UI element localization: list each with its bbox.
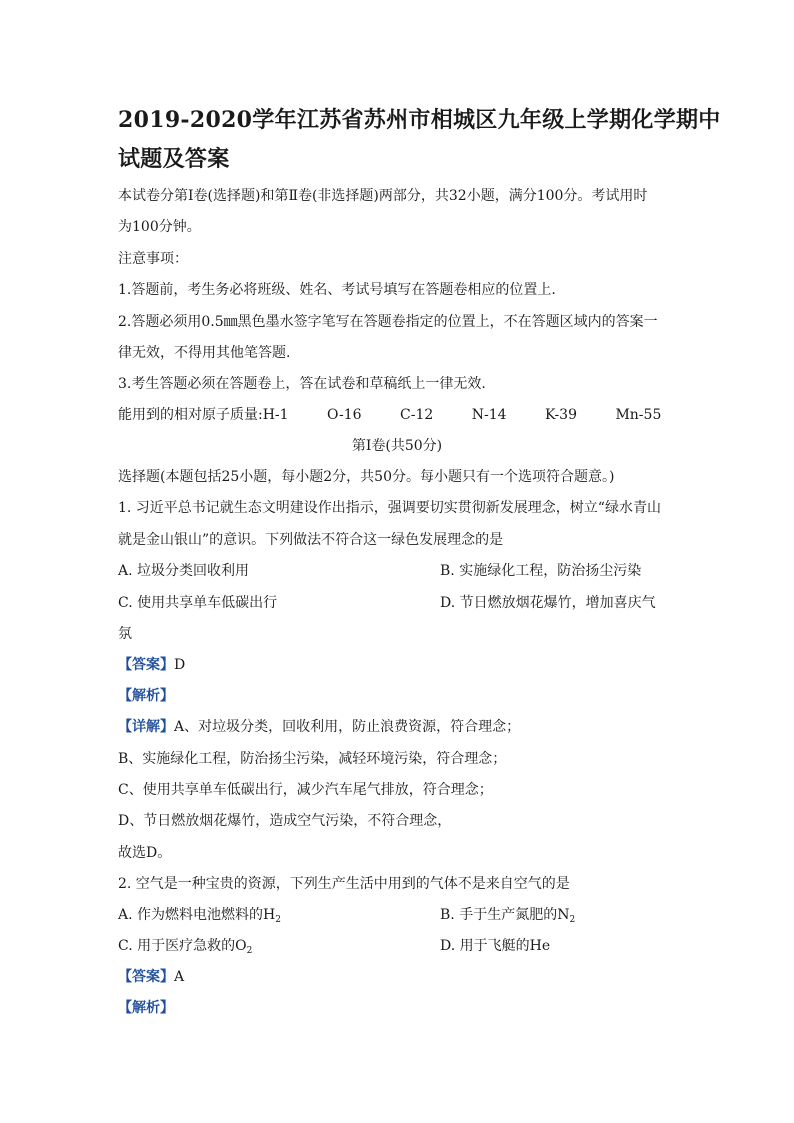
q1-option-d-line-1: D. 节日燃放烟花爆竹，增加喜庆气 xyxy=(440,595,656,611)
q2-option-c xyxy=(118,937,252,955)
q1-option-c: C. 使用共享单车低碳出行 xyxy=(118,595,278,611)
intro-line-2: 为100分钟。 xyxy=(118,219,201,235)
q1-detail-c: C、使用共享单车低碳出行，减少汽车尾气排放，符合理念； xyxy=(118,782,493,798)
q2-option-a-text: A. 作为燃料电池燃料的H xyxy=(118,907,276,923)
q1-option-a: A. 垃圾分类回收利用 xyxy=(118,563,250,579)
notice-item-2-line-1: 2.答题必须用0.5㎜黑色墨水签字笔写在答题卷指定的位置上，不在答题区域内的答案一 xyxy=(118,314,658,330)
q2-option-a-subscript: 2 xyxy=(275,915,281,925)
atomic-mass-line xyxy=(118,406,661,424)
q1-answer-tag: 【答案】 xyxy=(118,657,174,673)
q1-detail-tag: 【详解】 xyxy=(118,719,174,735)
q2-option-d: D. 用于飞艇的He xyxy=(440,938,551,954)
intro-line-1: 本试卷分第Ⅰ卷(选择题)和第Ⅱ卷(非选择题)两部分，共32小题，满分100分。考试用时 xyxy=(118,188,648,204)
document-title-line-1: 2019-2020学年江苏省苏州市相城区九年级上学期化学期中 xyxy=(118,107,721,133)
q1-conclusion: 故选D。 xyxy=(118,845,172,861)
q1-analysis xyxy=(118,687,174,705)
q2-option-a xyxy=(118,906,281,924)
section-title: 第Ⅰ卷(共50分) xyxy=(351,438,443,454)
q1-detail-a xyxy=(118,718,520,736)
q1-option-b: B. 实施绿化工程，防治扬尘污染 xyxy=(440,563,642,579)
q2-answer xyxy=(118,968,184,986)
q1-detail-d: D、节日燃放烟花爆竹，造成空气污染，不符合理念， xyxy=(118,813,452,829)
q1-detail-a-text: A、对垃圾分类，回收利用，防止浪费资源，符合理念； xyxy=(174,719,521,735)
notice-item-1: 1.答题前，考生务必将班级、姓名、考试号填写在答题卷相应的位置上. xyxy=(118,282,556,298)
q1-answer-value: D xyxy=(174,657,186,673)
atomic-mass-mn: Mn-55 xyxy=(615,407,662,423)
notice-item-3: 3.考生答题必须在答题卷上，答在试卷和草稿纸上一律无效. xyxy=(118,376,486,392)
q2-option-b-text: B. 手于生产氮肥的N xyxy=(440,907,570,923)
notice-heading: 注意事项： xyxy=(118,251,188,267)
document-title-line-2: 试题及答案 xyxy=(118,146,230,172)
q2-option-c-text: C. 用于医疗急救的O xyxy=(118,938,247,954)
atomic-mass-label: 能用到的相对原子质量:H-1 xyxy=(118,407,289,423)
q2-stem: 2. 空气是一种宝贵的资源，下列生产生活中用到的气体不是来自空气的是 xyxy=(118,876,570,892)
q2-option-b xyxy=(440,906,575,924)
notice-item-2-line-2: 律无效，不得用其他笔答题. xyxy=(118,345,291,361)
q2-option-b-subscript: 2 xyxy=(569,915,576,925)
q2-option-c-subscript: 2 xyxy=(246,946,253,956)
atomic-mass-k: K-39 xyxy=(545,407,577,423)
section-description: 选择题(本题包括25小题，每小题2分，共50分。每小题只有一个选项符合题意。) xyxy=(118,469,615,485)
q1-option-d-line-2: 氛 xyxy=(118,626,132,642)
q2-answer-tag: 【答案】 xyxy=(118,969,174,985)
atomic-mass-c: C-12 xyxy=(400,407,434,423)
q1-analysis-tag: 【解析】 xyxy=(118,688,174,704)
atomic-mass-n: N-14 xyxy=(471,407,507,423)
q1-stem-line-2: 就是金山银山”的意识。下列做法不符合这一绿色发展理念的是 xyxy=(118,532,504,548)
q1-stem-line-1: 1. 习近平总书记就生态文明建设作出指示，强调要切实贯彻新发展理念，树立“绿水青山 xyxy=(118,500,661,516)
atomic-mass-o: O-16 xyxy=(327,407,362,423)
q1-answer xyxy=(118,656,185,674)
q2-analysis xyxy=(118,999,174,1017)
q2-answer-value: A xyxy=(174,969,185,985)
q1-detail-b: B、实施绿化工程，防治扬尘污染，减轻环境污染，符合理念； xyxy=(118,751,507,767)
q2-analysis-tag: 【解析】 xyxy=(118,1000,174,1016)
